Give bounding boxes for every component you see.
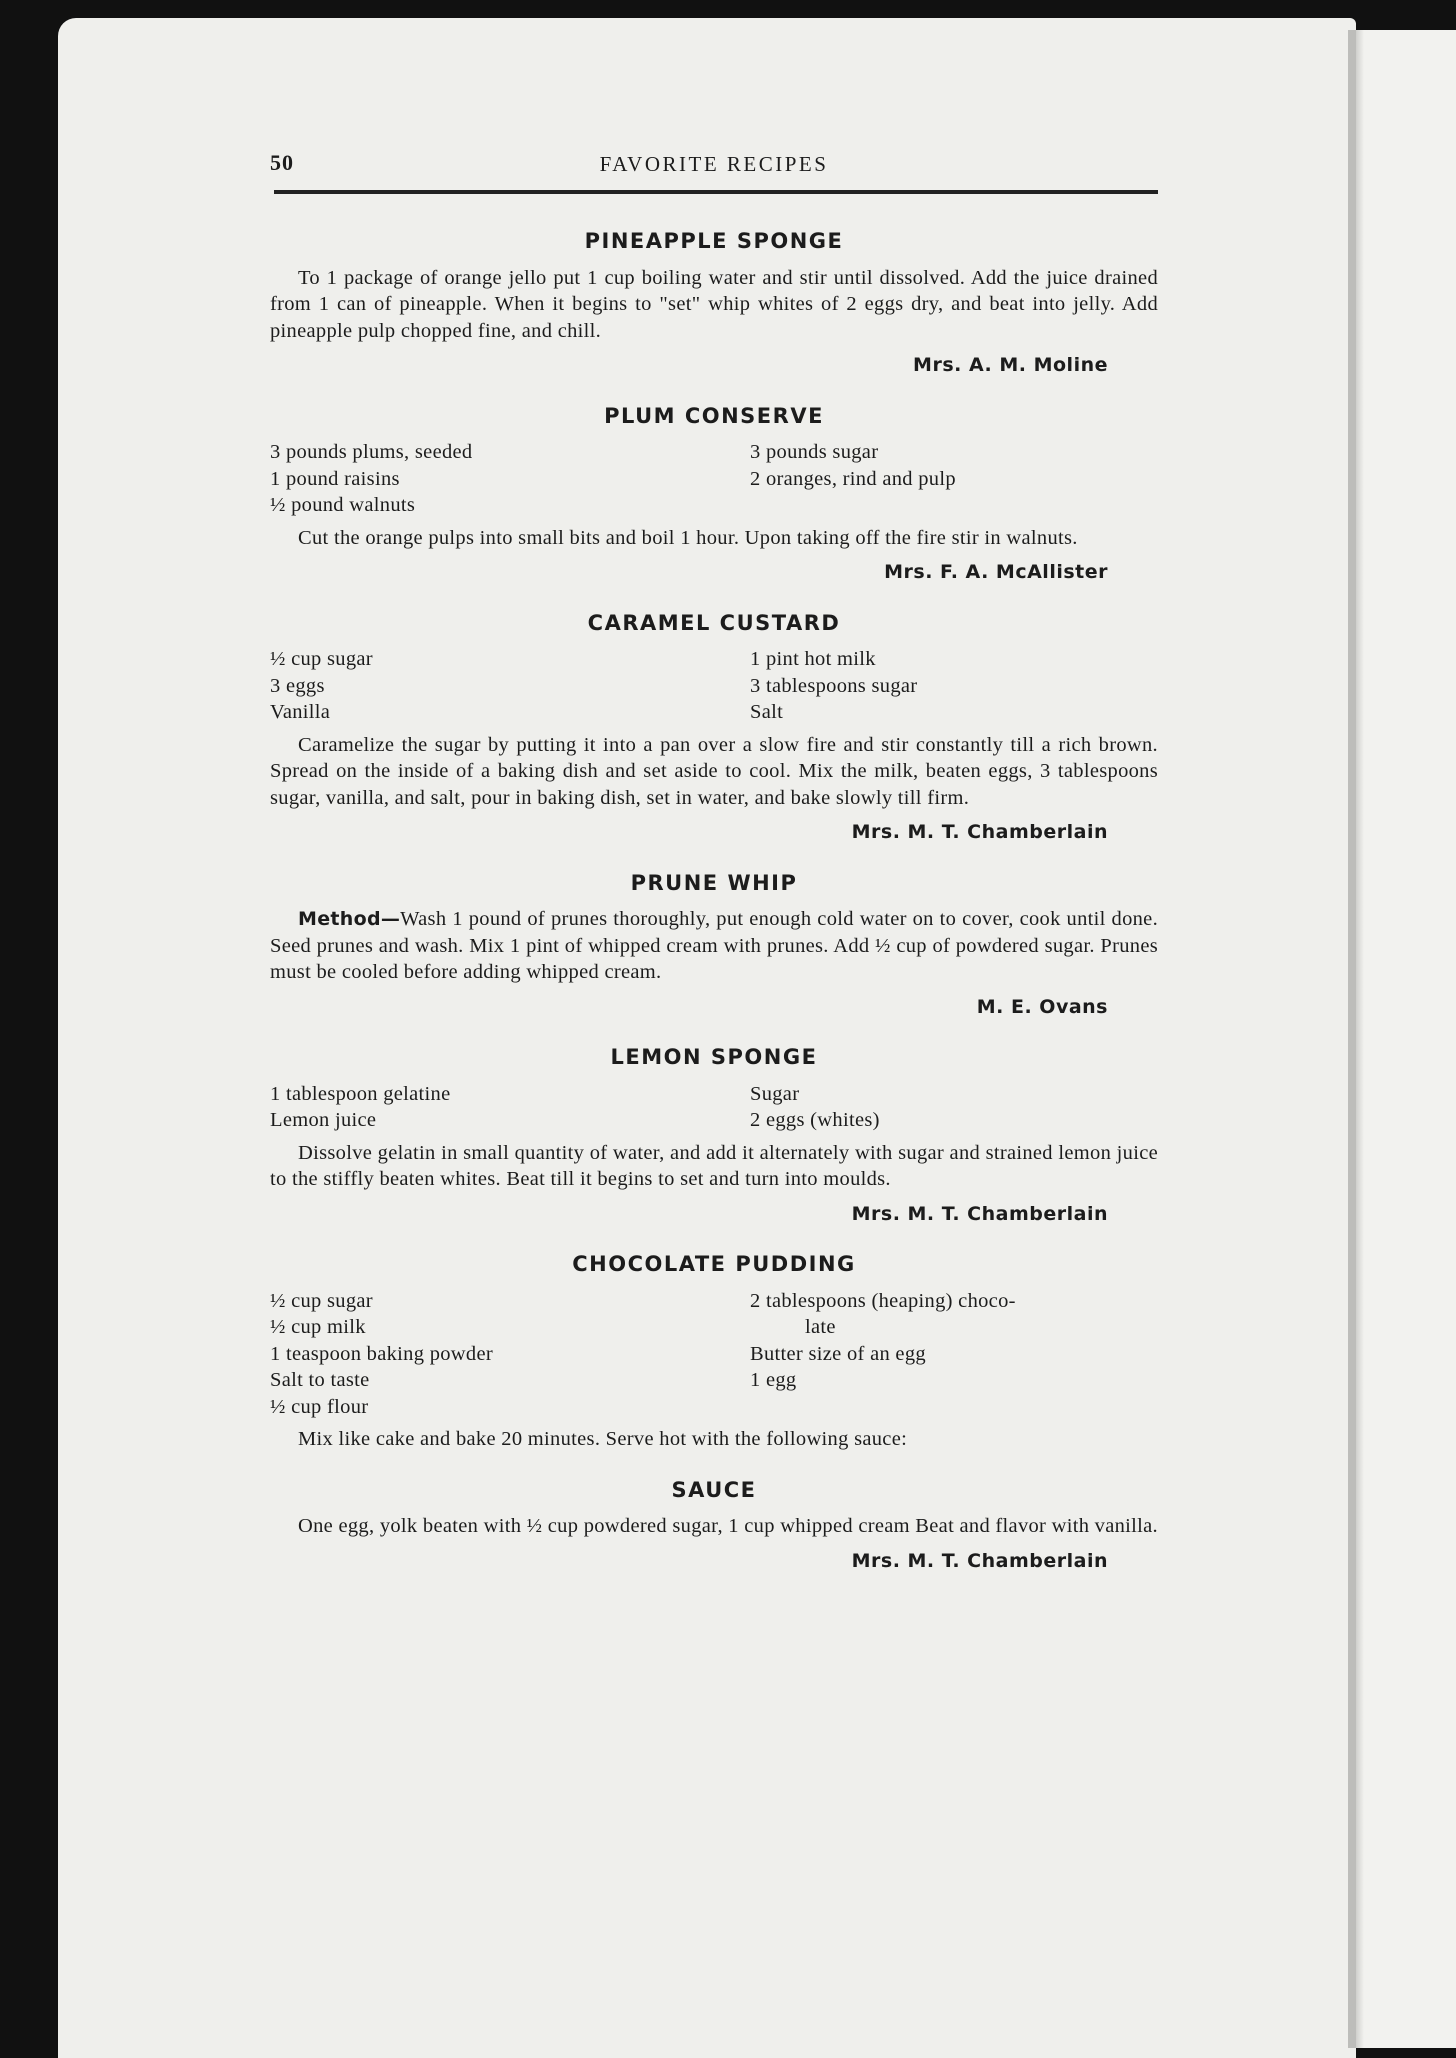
recipe-title: CHOCOLATE PUDDING [572,1252,856,1276]
recipe-title: CARAMEL CUSTARD [587,610,841,635]
recipe-author: Mrs. A. M. Moline [913,354,1108,376]
ingredient-item: Salt to taste [270,1369,370,1391]
ingredient-column-left [270,646,750,726]
ingredient-list [270,439,1158,519]
recipe-directions [270,1140,1158,1193]
recipe-section [270,228,1158,379]
directions-text: Caramelize the sugar by putting it into a pan over a slow fire and stir constantly till a rich brown. Spread on the inside of a baking dish and set aside to cool. Mix the milk, beaten eggs, 3 tablespoons sugar, vanilla, and salt, pour in baking dish, set in water, and bake slowly till firm. [270,733,1158,809]
ingredient-column-left [270,1288,750,1421]
method-label: Method— [298,908,401,930]
recipe-section [270,870,1158,1021]
ingredient-item: ½ cup sugar [270,648,373,670]
page-number: 50 [270,150,294,175]
ingredient-item: 1 egg [750,1369,797,1391]
ingredient-item: 1 tablespoon gelatine [270,1082,451,1105]
ingredient-column-right [750,646,1158,726]
recipe-content [270,228,1158,1598]
ingredient-item: Salt [750,701,784,723]
running-title: FAVORITE RECIPES [599,152,829,176]
directions-text: Dissolve gelatin in small quantity of water, and add it alternately with sugar and strained lemon juice to the stiffly beaten whites. Beat till it begins to set and turn into moulds. [270,1141,1158,1190]
recipe-section [270,403,1158,586]
header-rule [274,190,1158,194]
ingredient-list [270,1081,1158,1134]
recipe-section [270,1477,1158,1575]
recipe-directions [270,732,1158,812]
recipe-title: SAUCE [671,1477,757,1502]
recipe-title: PLUM CONSERVE [604,403,824,428]
recipe-author: Mrs. M. T. Chamberlain [851,1549,1108,1572]
ingredient-column-right [750,1081,1158,1134]
facing-page [1356,30,1456,2048]
recipe-directions [270,265,1158,345]
ingredient-item: 1 pint hot milk [750,648,876,670]
directions-text: To 1 package of orange jello put 1 cup boiling water and stir until dissolved. Add the juice drained from 1 can of pineapple. When it begins to "set" whip whites of 2 eggs dry, and beat into jelly. Add pineapple pulp chopped fine, and chill. [270,266,1158,342]
ingredient-item: ½ cup sugar [270,1289,373,1312]
ingredient-item: Vanilla [270,701,331,723]
ingredient-item: 3 pounds plums, seeded [270,441,473,463]
recipe-title: PRUNE WHIP [630,870,798,895]
directions-text: Wash 1 pound of prunes thoroughly, put enough cold water on to cover, cook until done. Seed prunes and wash. Mix 1 pint of whipped cream with prunes. Add ½ cup of powdered sugar. Prunes must be cooled before adding whipped cream. [270,908,1158,983]
ingredient-item: 2 oranges, rind and pulp [750,467,956,490]
ingredient-column-right [750,1288,1158,1421]
ingredient-item: ½ cup milk [270,1316,366,1338]
recipe-title: LEMON SPONGE [610,1045,818,1069]
ingredient-item: ½ cup flour [270,1395,369,1418]
ingredient-item: Sugar [750,1082,800,1105]
recipe-author: Mrs. M. T. Chamberlain [851,1202,1108,1225]
ingredient-column-left [270,1081,750,1134]
recipe-directions [270,1426,1158,1453]
recipe-author: Mrs. M. T. Chamberlain [851,821,1108,843]
recipe-author: Mrs. F. A. McAllister [884,561,1108,583]
ingredient-item: 1 teaspoon baking powder [270,1342,493,1365]
recipe-directions [270,906,1158,986]
ingredient-list [270,646,1158,726]
ingredient-list [270,1288,1158,1421]
ingredient-item: Butter size of an egg [750,1342,926,1365]
ingredient-item: 3 pounds sugar [750,441,879,463]
ingredient-item: 2 tablespoons (heaping) choco- [750,1289,1016,1312]
ingredient-item: 3 eggs [270,674,325,697]
ingredient-item: 2 eggs (whites) [750,1109,880,1131]
directions-text: Cut the orange pulps into small bits and boil 1 hour. Upon taking off the fire stir in walnuts. [298,526,1078,549]
ingredient-item: late [805,1316,836,1338]
ingredient-column-left [270,439,750,519]
directions-text: One egg, yolk beaten with ½ cup powdered sugar, 1 cup whipped cream Beat and flavor with vanilla. [298,1515,1158,1537]
ingredient-item: Lemon juice [270,1109,377,1131]
recipe-section [270,610,1158,846]
ingredient-item: 1 pound raisins [270,467,400,490]
directions-text: Mix like cake and bake 20 minutes. Serve hot with the following sauce: [298,1428,908,1450]
recipe-section [270,1251,1158,1453]
recipe-title: PINEAPPLE SPONGE [584,229,844,253]
ingredient-item: 3 tablespoons sugar [750,674,918,697]
ingredient-item: ½ pound walnuts [270,494,416,516]
recipe-author: M. E. Ovans [976,995,1108,1018]
recipe-directions [270,525,1158,552]
ingredient-column-right [750,439,1158,519]
recipe-section [270,1044,1158,1227]
page-header [270,150,1158,180]
recipe-directions [270,1513,1158,1540]
